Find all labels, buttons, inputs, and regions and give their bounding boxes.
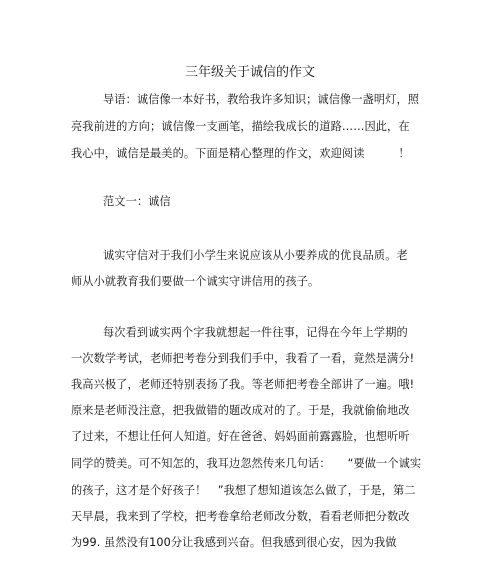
paragraph2-line-4: 原来是老师没注意，把我做错的题改成对的了。于是，我就偷偷地改 — [71, 404, 410, 417]
paragraph2-line-5: 了过来，不想让任何人知道。好在爸爸、妈妈面前露露脸，也想听听 — [71, 430, 410, 443]
document-title: 三年级关于诚信的作文 — [184, 65, 315, 80]
intro-line-1: 导语：诚信像一本好书，教给我许多知识；诚信像一盏明灯，照 — [103, 93, 420, 106]
paragraph2-line-3: 我高兴极了，老师还特别表扬了我。等老师把考卷全部讲了一遍。哦! — [71, 378, 415, 391]
paragraph2-line-2: 一次数学考试，老师把考卷分到我们手中，我看了一看，竟然是满分! — [71, 352, 415, 365]
paragraph2-line-6: 同学的赞美。可不知怎的，我耳边忽然传来几句话： “要做一个诚实 — [71, 457, 422, 470]
intro-line-3: 我心中，诚信是最美的。下面是精心整理的作文，欢迎阅读 ！ — [71, 147, 410, 160]
paragraph1-line-1: 诚实守信对于我们小学生来说应该从小要养成的优良品质。老 — [103, 249, 408, 262]
paragraph2-line-7: 的孩子，这才是个好孩子！ ”我想了想知道该怎么做了，于是，第二 — [71, 484, 416, 497]
intro-line-2: 亮我前进的方向；诚信像一支画笔，描绘我成长的道路……因此，在 — [71, 120, 410, 133]
paragraph1-line-2: 师从小就教育我们要做一个诚实守讲信用的孩子。 — [71, 275, 320, 288]
paragraph2-line-9: 为99. 虽然没有100分让我感到兴奋。但我感到很心安，因为我做 — [71, 536, 397, 549]
paragraph2-line-1: 每次看到诚实两个字我就想起一件往事，记得在今年上学期的 — [103, 326, 408, 339]
paragraph2-line-8: 天早晨，我来到了学校，把考卷拿给老师改分数，看看老师把分数改 — [71, 510, 410, 523]
sample-heading: 范文一：诚信 — [103, 195, 171, 208]
